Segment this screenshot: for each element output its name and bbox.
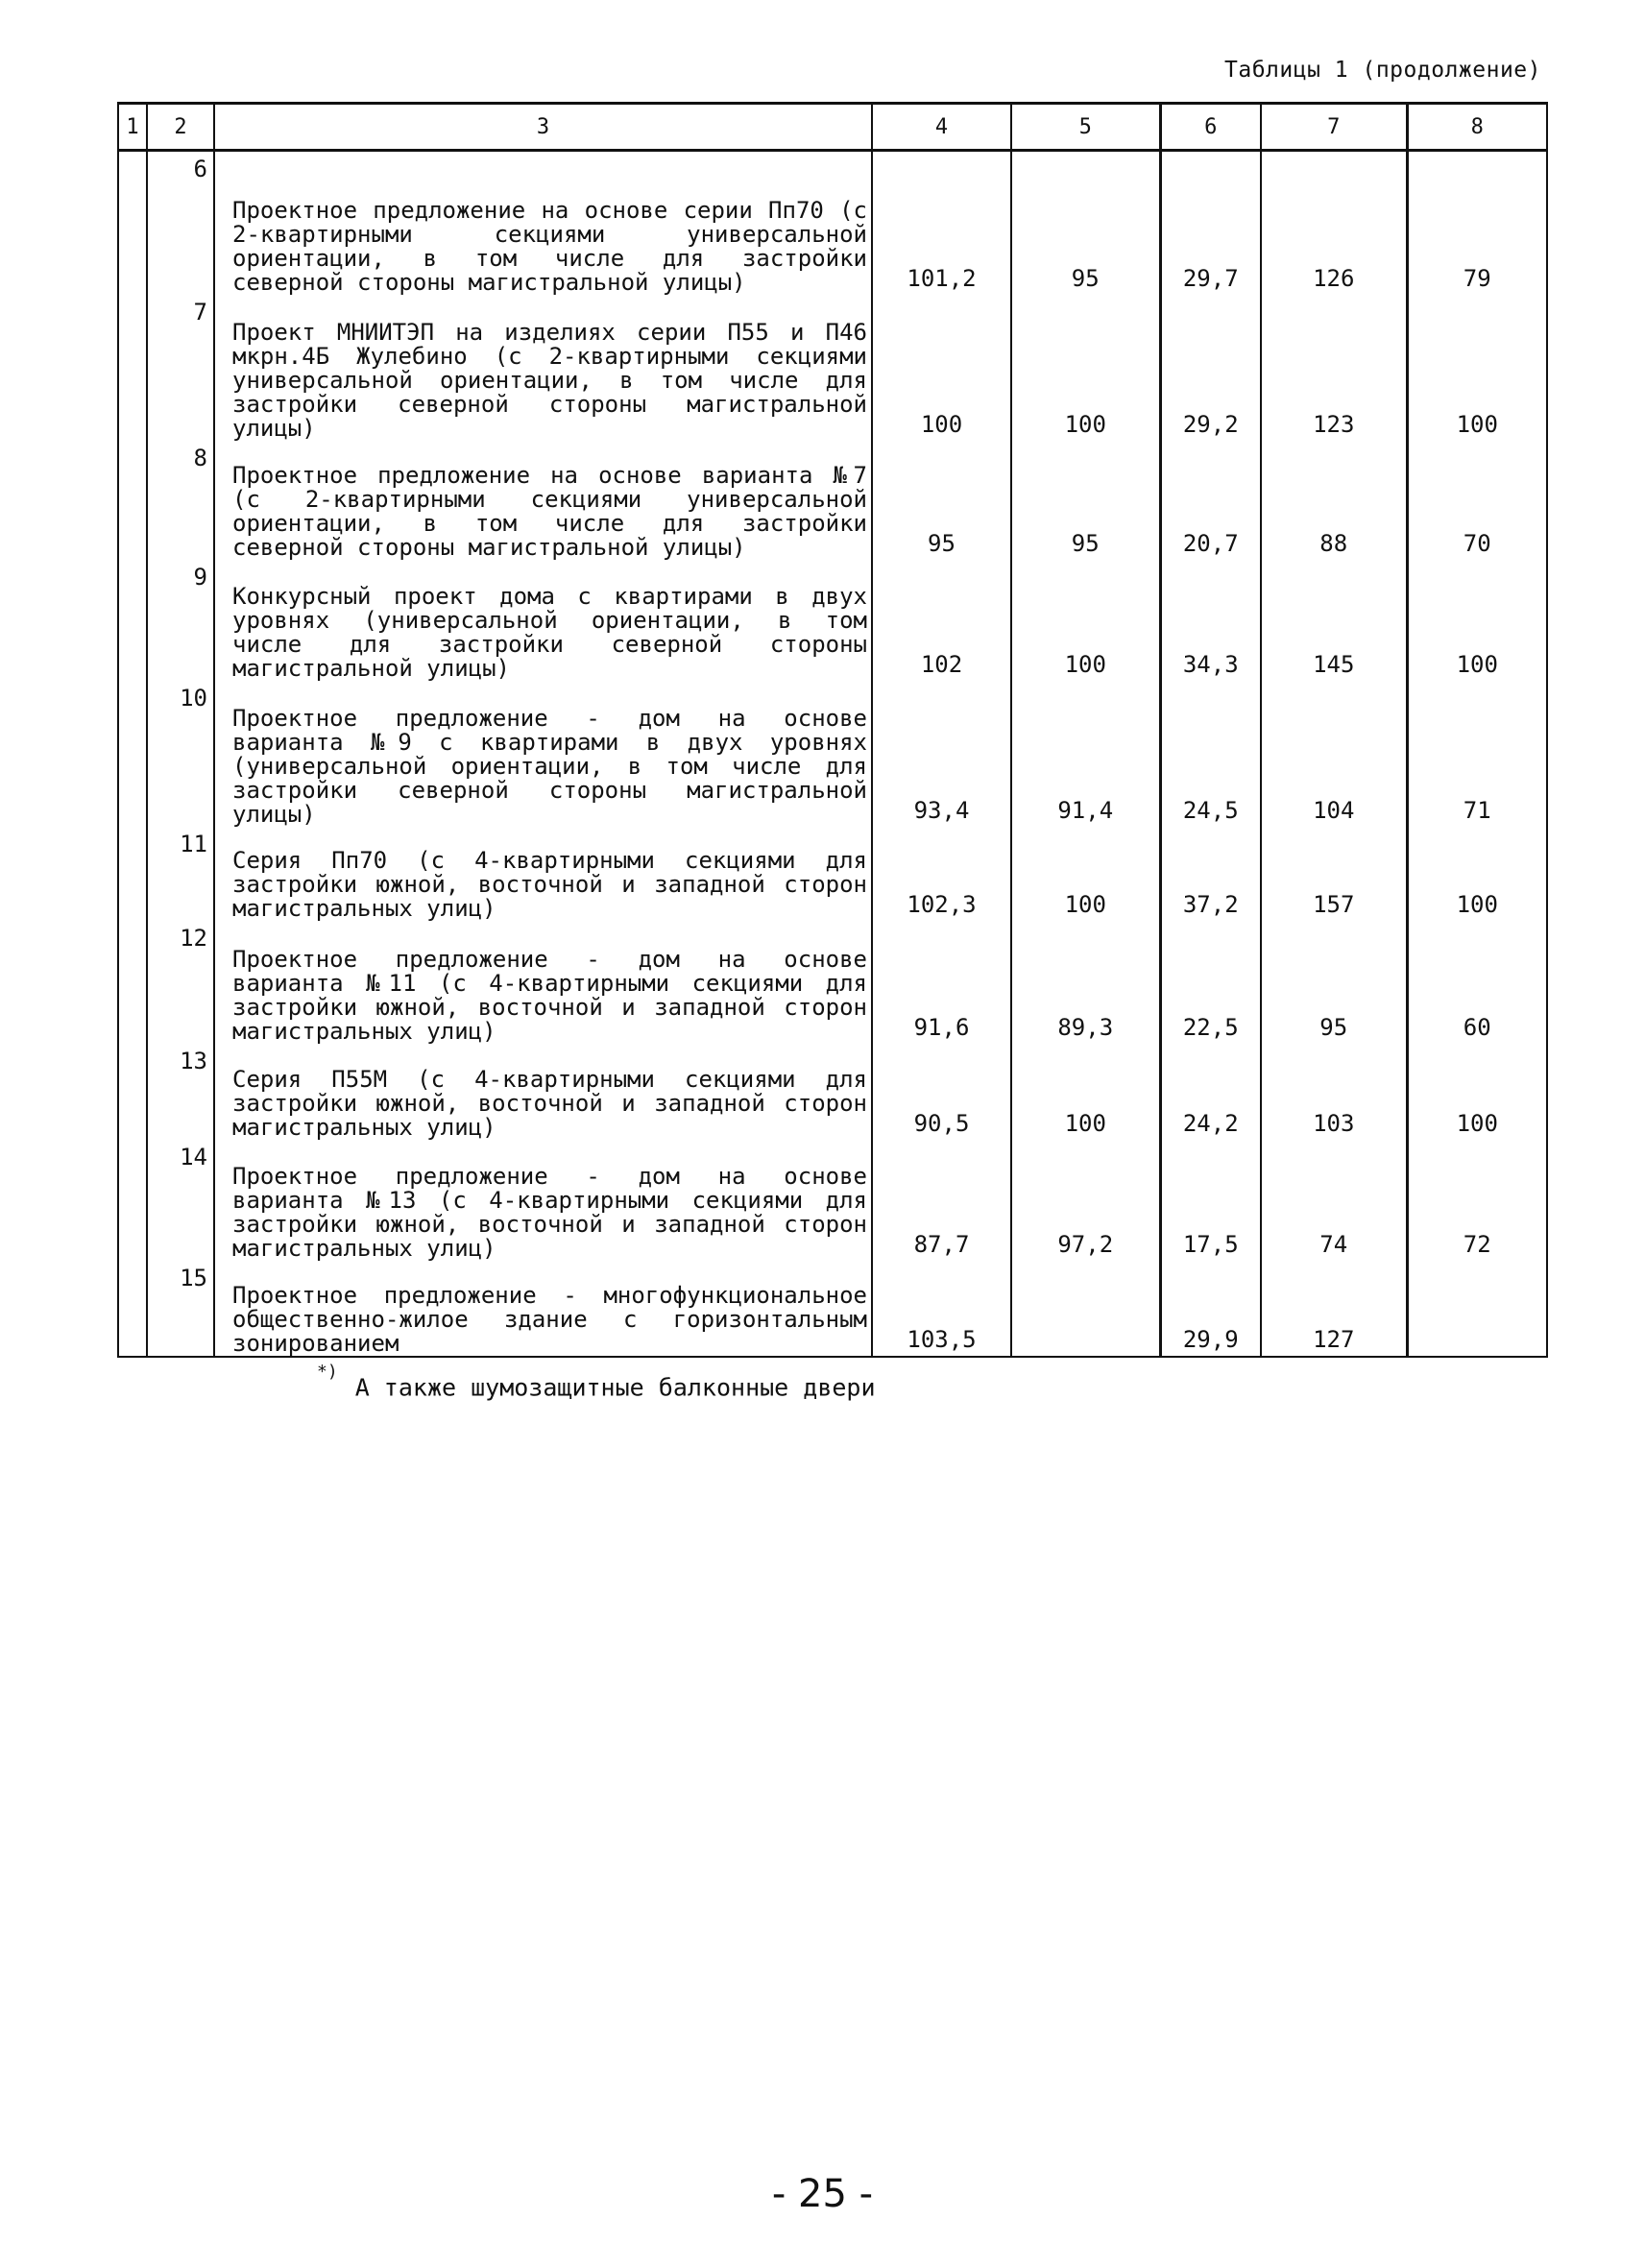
table-caption: Таблицы 1 (продолжение)	[1224, 58, 1541, 83]
data-table	[117, 102, 1548, 1358]
row-number: 12	[147, 921, 214, 1044]
col-header: 5	[1011, 104, 1160, 151]
col-header: 2	[147, 104, 214, 151]
row-spacer	[118, 1261, 147, 1357]
row-spacer	[118, 441, 147, 560]
cell-col6: 29,7	[1160, 151, 1261, 295]
footnote-mark: *)	[317, 1362, 338, 1382]
row-number: 10	[147, 681, 214, 827]
cell-col5: 91,4	[1011, 681, 1160, 827]
cell-col4: 103,5	[872, 1261, 1011, 1357]
table-row	[118, 1140, 1547, 1261]
row-number: 9	[147, 560, 214, 681]
cell-col5	[1011, 1261, 1160, 1357]
cell-col8: 100	[1407, 560, 1547, 681]
row-description: Проект МНИИТЭП на изделиях серии П55 и П46 мкрн.4Б Жулебино (с 2-квартирными секциями универсальной ориентации, в том числе для застройки северной стороны магистральной улицы)	[214, 295, 872, 441]
col-header: 3	[214, 104, 872, 151]
cell-col7: 95	[1261, 921, 1407, 1044]
row-number: 6	[147, 151, 214, 295]
row-number: 14	[147, 1140, 214, 1261]
cell-col4: 93,4	[872, 681, 1011, 827]
cell-col8: 100	[1407, 1044, 1547, 1140]
table-row	[118, 827, 1547, 921]
footnote-text: А также шумозащитные балконные двери	[354, 1373, 876, 1402]
row-spacer	[118, 827, 147, 921]
table-row	[118, 1044, 1547, 1140]
table-row	[118, 560, 1547, 681]
cell-col7: 123	[1261, 295, 1407, 441]
col-header: 7	[1261, 104, 1407, 151]
cell-col8: 71	[1407, 681, 1547, 827]
cell-col8: 72	[1407, 1140, 1547, 1261]
cell-col5: 100	[1011, 1044, 1160, 1140]
cell-col6: 17,5	[1160, 1140, 1261, 1261]
table-row	[118, 681, 1547, 827]
cell-col4: 102,3	[872, 827, 1011, 921]
table-row	[118, 1261, 1547, 1357]
cell-col6: 29,2	[1160, 295, 1261, 441]
row-description: Проектное предложение - многофункциональное общественно-жилое здание с горизонтальным зонированием	[214, 1261, 872, 1357]
cell-col7: 104	[1261, 681, 1407, 827]
cell-col5: 100	[1011, 560, 1160, 681]
col-header: 1	[118, 104, 147, 151]
table-row	[118, 921, 1547, 1044]
row-spacer	[118, 560, 147, 681]
row-spacer	[118, 1044, 147, 1140]
row-spacer	[118, 1140, 147, 1261]
cell-col8	[1407, 1261, 1547, 1357]
page-number: - 25 -	[771, 2172, 874, 2216]
row-description: Проектное предложение - дом на основе варианта №11 (с 4-квартирными секциями для застройки южной, восточной и западной сторон магистральных улиц)	[214, 921, 872, 1044]
row-description: Серия П55М (с 4-квартирными секциями для застройки южной, восточной и западной сторон магистральных улиц)	[214, 1044, 872, 1140]
cell-col5: 89,3	[1011, 921, 1160, 1044]
footnote	[317, 1362, 876, 1402]
cell-col4: 100	[872, 295, 1011, 441]
row-spacer	[118, 681, 147, 827]
col-header: 6	[1160, 104, 1261, 151]
row-description: Проектное предложение - дом на основе варианта №13 (с 4-квартирными секциями для застройки южной, восточной и западной сторон магистральных улиц)	[214, 1140, 872, 1261]
cell-col8: 100	[1407, 827, 1547, 921]
cell-col6: 29,9	[1160, 1261, 1261, 1357]
cell-col6: 24,2	[1160, 1044, 1261, 1140]
cell-col5: 95	[1011, 151, 1160, 295]
cell-col7: 145	[1261, 560, 1407, 681]
cell-col7: 88	[1261, 441, 1407, 560]
row-description: Проектное предложение - дом на основе варианта №9 с квартирами в двух уровнях (универсальной ориентации, в том числе для застройки северной стороны магистральной улицы)	[214, 681, 872, 827]
cell-col4: 101,2	[872, 151, 1011, 295]
cell-col8: 79	[1407, 151, 1547, 295]
cell-col4: 87,7	[872, 1140, 1011, 1261]
row-number: 13	[147, 1044, 214, 1140]
table-row	[118, 295, 1547, 441]
cell-col5: 95	[1011, 441, 1160, 560]
row-number: 11	[147, 827, 214, 921]
cell-col8: 70	[1407, 441, 1547, 560]
row-spacer	[118, 295, 147, 441]
cell-col7: 126	[1261, 151, 1407, 295]
cell-col5: 97,2	[1011, 1140, 1160, 1261]
row-number: 7	[147, 295, 214, 441]
row-spacer	[118, 151, 147, 295]
row-spacer	[118, 921, 147, 1044]
cell-col4: 102	[872, 560, 1011, 681]
cell-col6: 24,5	[1160, 681, 1261, 827]
row-description: Конкурсный проект дома с квартирами в двух уровнях (универсальной ориентации, в том числе для застройки северной стороны магистральной улицы)	[214, 560, 872, 681]
col-header: 8	[1407, 104, 1547, 151]
cell-col4: 90,5	[872, 1044, 1011, 1140]
cell-col4: 91,6	[872, 921, 1011, 1044]
table-row	[118, 151, 1547, 295]
cell-col8: 60	[1407, 921, 1547, 1044]
cell-col6: 37,2	[1160, 827, 1261, 921]
cell-col6: 22,5	[1160, 921, 1261, 1044]
row-number: 8	[147, 441, 214, 560]
cell-col5: 100	[1011, 295, 1160, 441]
row-number: 15	[147, 1261, 214, 1357]
cell-col4: 95	[872, 441, 1011, 560]
cell-col7: 127	[1261, 1261, 1407, 1357]
row-description: Серия Пп70 (с 4-квартирными секциями для застройки южной, восточной и западной сторон магистральных улиц)	[214, 827, 872, 921]
cell-col5: 100	[1011, 827, 1160, 921]
table-row	[118, 441, 1547, 560]
cell-col6: 34,3	[1160, 560, 1261, 681]
row-description: Проектное предложение на основе варианта №7 (с 2-квартирными секциями универсальной ориентации, в том числе для застройки северной стороны магистральной улицы)	[214, 441, 872, 560]
cell-col7: 74	[1261, 1140, 1407, 1261]
cell-col8: 100	[1407, 295, 1547, 441]
cell-col7: 157	[1261, 827, 1407, 921]
header-row	[118, 104, 1547, 151]
cell-col7: 103	[1261, 1044, 1407, 1140]
cell-col6: 20,7	[1160, 441, 1261, 560]
row-description: Проектное предложение на основе серии Пп70 (с 2-квартирными секциями универсальной ориентации, в том числе для застройки северной стороны магистральной улицы)	[214, 151, 872, 295]
col-header: 4	[872, 104, 1011, 151]
